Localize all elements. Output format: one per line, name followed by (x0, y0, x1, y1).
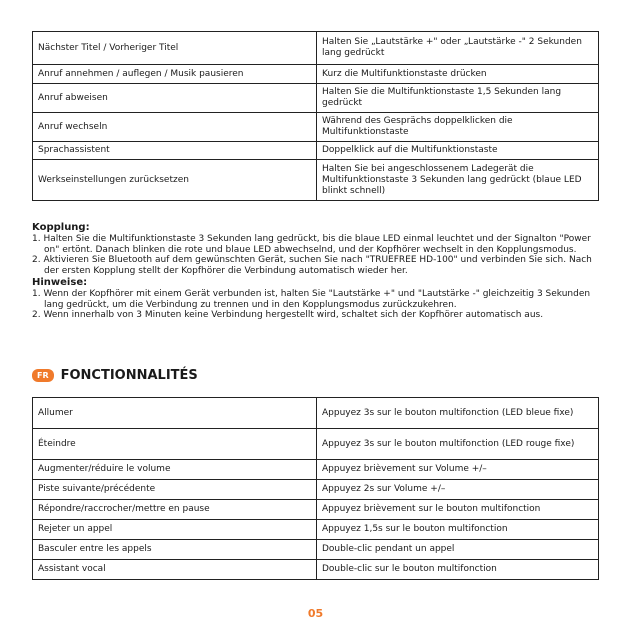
action-cell: Kurz die Multifunktionstaste drücken (317, 65, 599, 84)
list-item: 1. Wenn der Kopfhörer mit einem Gerät verbunden ist, halten Sie "Lautstärke +" und "Lautstärke -" gleichzeitig 3 Sekunden lang gedrückt, um die Verbindung zu trennen und in den Kopplungsmodus zurückzukehren. (32, 288, 591, 310)
pairing-steps (32, 234, 602, 277)
controls-table-fr (32, 397, 599, 580)
function-cell: Rejeter un appel (33, 520, 317, 540)
action-cell: Double-clic pendant un appel (317, 540, 599, 560)
notes-heading: Hinweise: (32, 276, 88, 288)
pairing-heading: Kopplung: (32, 222, 90, 233)
page-number: 05 (307, 607, 324, 620)
action-cell: Appuyez 1,5s sur le bouton multifonction (317, 520, 599, 540)
function-cell: Éteindre (33, 429, 317, 460)
function-cell: Sprachassistent (33, 142, 317, 160)
function-cell: Assistant vocal (33, 560, 317, 580)
table-row (33, 84, 599, 113)
section-title: FONCTIONNALITÉS (60, 368, 198, 383)
table-row (33, 160, 599, 201)
function-cell: Augmenter/réduire le volume (33, 460, 317, 480)
list-item: 2. Aktivieren Sie Bluetooth auf dem gewünschten Gerät, suchen Sie nach "TRUEFREE HD-100" und verbinden Sie sich. Nach der ersten Kopplung stellt der Kopfhörer die Verbindung automatisch wieder her. (32, 255, 592, 277)
action-cell: Während des Gesprächs doppelklicken die Multifunktionstaste (317, 113, 599, 142)
language-badge: FR (32, 369, 54, 382)
action-cell: Double-clic sur le bouton multifonction (317, 560, 599, 580)
action-cell: Doppelklick auf die Multifunktionstaste (317, 142, 599, 160)
function-cell: Basculer entre les appels (33, 540, 317, 560)
action-cell: Halten Sie bei angeschlossenem Ladegerät die Multifunktionstaste 3 Sekunden lang gedrückt (blaue LED blinkt schnell) (317, 160, 599, 201)
list-item: 2. Wenn innerhalb von 3 Minuten keine Verbindung hergestellt wird, schaltet sich der Kopfhörer automatisch aus. (32, 310, 544, 321)
table-row (33, 560, 599, 580)
table-row (33, 460, 599, 480)
table-row (33, 429, 599, 460)
controls-table-de (32, 31, 599, 201)
function-cell: Anruf abweisen (33, 84, 317, 113)
action-cell: Appuyez 2s sur Volume +/– (317, 480, 599, 500)
action-cell: Appuyez brièvement sur Volume +/– (317, 460, 599, 480)
function-cell: Nächster Titel / Vorheriger Titel (33, 32, 317, 65)
table-row (33, 500, 599, 520)
list-item: 1. Halten Sie die Multifunktionstaste 3 Sekunden lang gedrückt, bis die blaue LED einmal leuchtet und der Signalton "Power on" ertönt. Danach blinken die rote und blaue LED abwechselnd, und der Kopfhörer wechselt in den Kopplungsmodus. (32, 234, 591, 255)
table-row (33, 520, 599, 540)
action-cell: Appuyez brièvement sur le bouton multifonction (317, 500, 599, 520)
function-cell: Allumer (33, 398, 317, 429)
table-row (33, 32, 599, 65)
action-cell: Halten Sie die Multifunktionstaste 1,5 Sekunden lang gedrückt (317, 84, 599, 113)
function-cell: Répondre/raccrocher/mettre en pause (33, 500, 317, 520)
section-heading-fr (32, 368, 198, 383)
pairing-instructions (32, 222, 602, 321)
table-row (33, 480, 599, 500)
function-cell: Piste suivante/précédente (33, 480, 317, 500)
table-row (33, 398, 599, 429)
table-row (33, 142, 599, 160)
action-cell: Halten Sie „Lautstärke +" oder „Lautstärke -" 2 Sekunden lang gedrückt (317, 32, 599, 65)
table-row (33, 540, 599, 560)
function-cell: Anruf wechseln (33, 113, 317, 142)
function-cell: Werkseinstellungen zurücksetzen (33, 160, 317, 201)
action-cell: Appuyez 3s sur le bouton multifonction (LED bleue fixe) (317, 398, 599, 429)
action-cell: Appuyez 3s sur le bouton multifonction (LED rouge fixe) (317, 429, 599, 460)
table-row (33, 113, 599, 142)
table-row (33, 65, 599, 84)
function-cell: Anruf annehmen / auflegen / Musik pausieren (33, 65, 317, 84)
notes-list (32, 289, 602, 321)
